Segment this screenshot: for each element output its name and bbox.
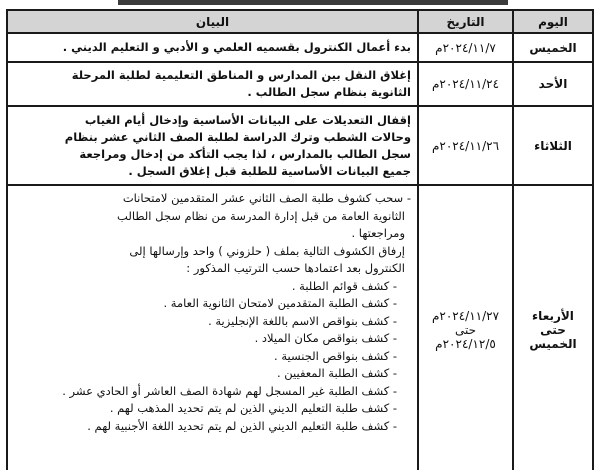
- list-item: - سحب كشوف طلبة الصف الثاني عشر المتقدمين لامتحانات: [14, 190, 411, 208]
- description-line: بدء أعمال الكنترول بقسميه العلمي و الأدبي و التعليم الديني .: [62, 40, 411, 54]
- row-date: ٢٠٢٤/١١/٧م: [418, 33, 513, 62]
- list-item: - كشف بنواقص الاسم باللغة الإنجليزية .: [14, 313, 411, 331]
- list-item: الكنترول بعد اعتمادها حسب الترتيب المذكور :: [186, 261, 405, 275]
- list-item: - كشف الطلبة غير المسجل لهم شهادة الصف العاشر أو الحادي عشر .: [14, 383, 411, 401]
- list-item: - كشف بنواقص مكان الميلاد .: [14, 330, 411, 348]
- table-header-row: [7, 10, 593, 33]
- description-line: إغلاق النقل بين المدارس و المناطق التعليمية لطلبة المرحلة: [71, 68, 411, 82]
- top-cropped-text: [0, 0, 600, 8]
- day-line: الأربعاء: [532, 309, 574, 323]
- list-item: - كشف الطلبة المتقدمين لامتحان الثانوية العامة .: [14, 295, 411, 313]
- table-row: [7, 106, 593, 185]
- header-day: اليوم: [513, 10, 593, 33]
- row-description: [7, 62, 418, 106]
- row-description: [7, 106, 418, 185]
- description-line: وحالات الشطب وترك الدراسة لطلبة الصف الثاني عشر بنظام: [64, 129, 411, 144]
- header-date: التاريخ: [418, 10, 513, 33]
- requirements-list: [14, 190, 411, 435]
- row-date: [418, 185, 513, 470]
- row-day: الثلاثاء: [513, 106, 593, 185]
- row-description: [7, 33, 418, 62]
- row-day: الأحد: [513, 62, 593, 106]
- description-line: الثانوية بنظام سجل الطالب .: [247, 85, 411, 99]
- date-line: حتى: [454, 323, 477, 337]
- day-line: الخميس: [529, 337, 577, 351]
- list-item: إرفاق الكشوف التالية بملف ( حلزوني ) واحد وإرسالها إلى: [129, 243, 405, 258]
- list-item: - كشف الطلبة المعفيين .: [14, 365, 411, 383]
- day-line: حتى: [540, 323, 566, 337]
- table-row: [7, 185, 593, 470]
- list-item: الثانوية العامة من قبل إدارة المدرسة من نظام سجل الطالب: [117, 208, 405, 223]
- list-item: - كشف طلبة التعليم الديني الذين لم يتم تحديد المذهب لهم .: [14, 400, 411, 418]
- row-day: الخميس: [513, 33, 593, 62]
- description-line: جميع البيانات الأساسية للطلبة قبل إغلاق السجل .: [128, 163, 411, 178]
- description-line: إقفال التعديلات على البيانات الأساسية وإدخال أيام الغياب: [84, 112, 411, 127]
- table-row: [7, 62, 593, 106]
- list-item: - كشف بنواقص الجنسية .: [14, 348, 411, 366]
- description-line: سجل الطالب بالمدارس ، لذا يجب التأكد من إدخال ومراجعة: [79, 146, 411, 161]
- row-day: [513, 185, 593, 470]
- row-description: [7, 185, 418, 470]
- list-item: ومراجعتها .: [351, 226, 405, 240]
- row-date: ٢٠٢٤/١١/٢٦م: [418, 106, 513, 185]
- table-row: [7, 33, 593, 62]
- date-line: ٢٠٢٤/١٢/٥م: [435, 337, 496, 351]
- row-date: ٢٠٢٤/١١/٢٤م: [418, 62, 513, 106]
- header-description: البيان: [7, 10, 418, 33]
- date-line: ٢٠٢٤/١١/٢٧م: [431, 309, 500, 323]
- list-item: - كشف طلبة التعليم الديني الذين لم يتم تحديد اللغة الأجنبية لهم .: [14, 418, 411, 436]
- list-item: - كشف قوائم الطلبة .: [14, 278, 411, 296]
- schedule-table: [6, 9, 594, 470]
